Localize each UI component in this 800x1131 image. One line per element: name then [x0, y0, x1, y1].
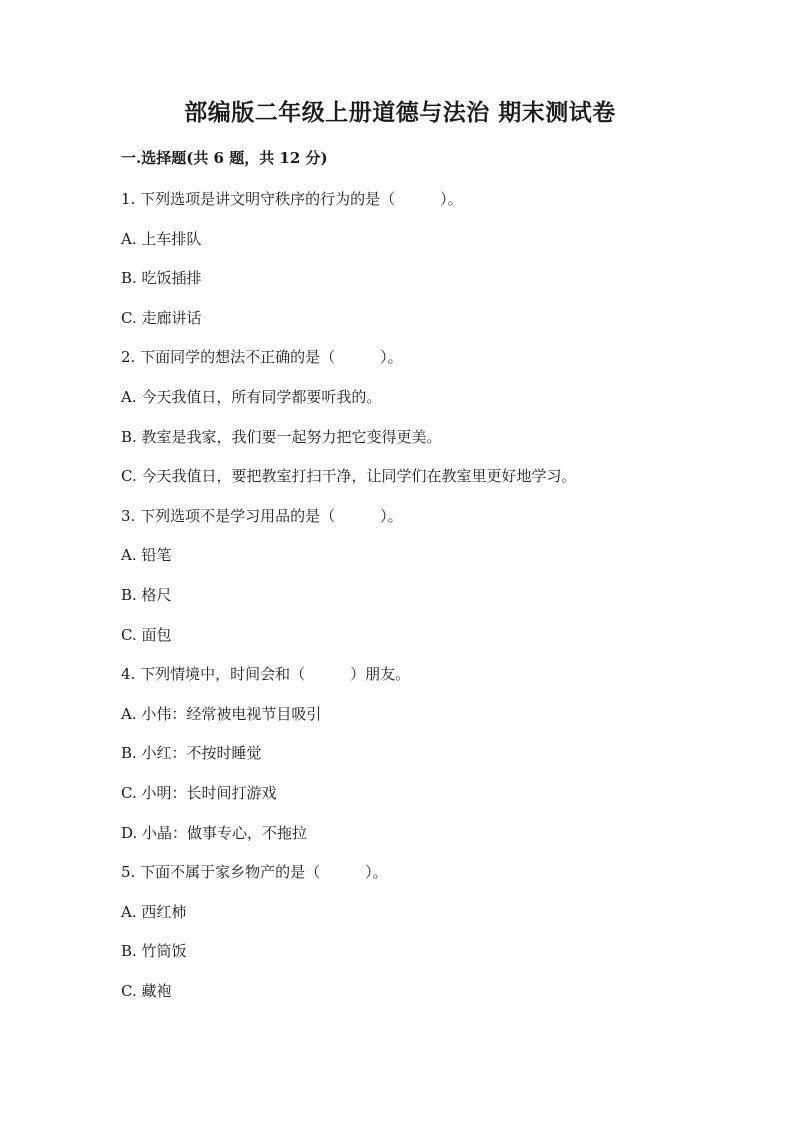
- question-1-stem: 1. 下列选项是讲文明守秩序的行为的是（ ）。: [121, 190, 463, 208]
- question-1-option-c: C. 走廊讲话: [121, 308, 202, 327]
- question-list: [121, 187, 761, 1018]
- question-4-option-a: A. 小伟：经常被电视节目吸引: [121, 704, 322, 723]
- question-5-stem: 5. 下面不属于家乡物产的是（ ）。: [121, 863, 388, 882]
- question-2-option-b: B. 教室是我家，我们要一起努力把它变得更美。: [121, 427, 442, 446]
- question-3-option-a: A. 铅笔: [121, 546, 172, 565]
- question-5-option-a: A. 西红柿: [121, 902, 187, 921]
- question-3-stem: 3. 下列选项不是学习用品的是（ ）。: [121, 506, 403, 525]
- question-5-option-b: B. 竹筒饭: [121, 942, 187, 961]
- question-4-option-c: C. 小明：长时间打游戏: [121, 783, 277, 802]
- question-4-stem: 4. 下列情境中，时间会和（ ）朋友。: [121, 665, 411, 684]
- question-4-option-d: D. 小晶：做事专心，不拖拉: [121, 823, 308, 842]
- question-2-stem: 2. 下面同学的想法不正确的是（ ）。: [121, 348, 403, 367]
- question-2-option-a: A. 今天我值日，所有同学都要听我的。: [121, 387, 382, 406]
- question-2-option-c: C. 今天我值日，要把教室打扫干净，让同学们在教室里更好地学习。: [121, 467, 577, 486]
- question-3-option-c: C. 面包: [121, 625, 172, 644]
- question-1-option-b: B. 吃饭插排: [121, 269, 202, 288]
- section-heading: 一.选择题(共 6 题，共 12 分): [121, 149, 328, 167]
- question-1-option-a: A. 上车排队: [121, 229, 202, 248]
- question-5-option-c: C. 藏袍: [121, 981, 172, 1000]
- question-3-option-b: B. 格尺: [121, 585, 172, 604]
- question-4-option-b: B. 小红：不按时睡觉: [121, 744, 262, 763]
- page-title: 部编版二年级上册道德与法治 期末测试卷: [184, 99, 616, 126]
